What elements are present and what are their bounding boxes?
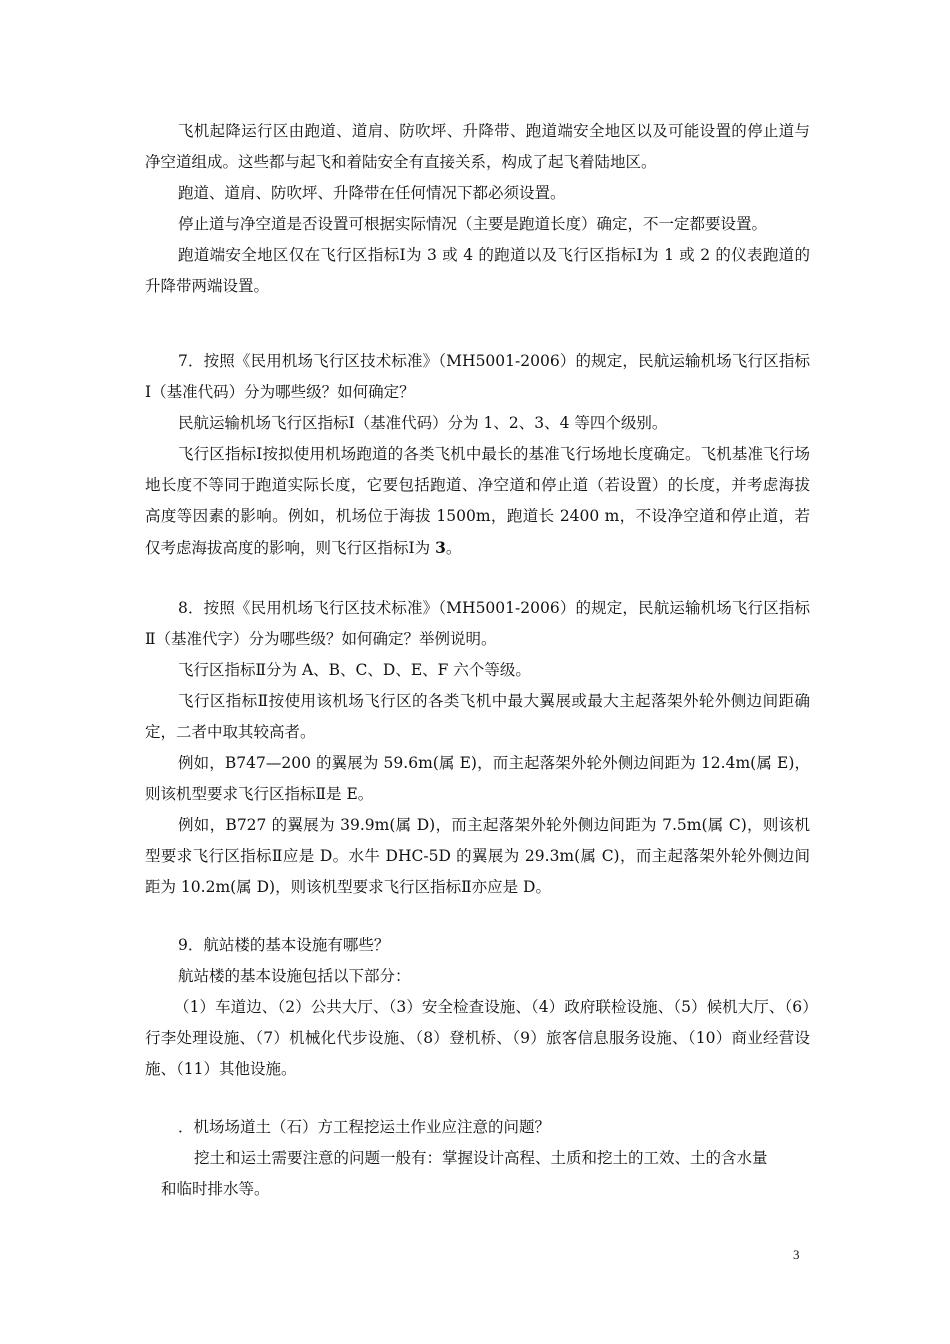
paragraph-stopway-clearway: 停止道与净空道是否设置可根据实际情况（主要是跑道长度）确定，不一定都要设置。 (178, 215, 768, 233)
paragraph-takeoff-landing-area: 飞机起降运行区由跑道、道肩、防吹坪、升降带、跑道端安全地区以及可能设置的停止道与净空道组成。这些都与起飞和着陆安全有直接关系，构成了起飞着陆地区。 (145, 122, 810, 171)
paragraph-mandatory-facilities: 跑道、道肩、防吹坪、升降带在任何情况下都必须设置。 (178, 184, 566, 202)
question-8: 8．按照《民用机场飞行区技术标准》（MH5001-2006）的规定，民航运输机场飞行区指标Ⅱ（基准代字）分为哪些级？如何确定？举例说明。 (145, 599, 810, 648)
answer-10-line-2: 和临时排水等。 (161, 1180, 270, 1198)
answer-9-intro: 航站楼的基本设施包括以下部分： (178, 967, 411, 985)
page-number: 3 (793, 1247, 800, 1262)
answer-8-determination: 飞行区指标Ⅱ按使用该机场飞行区的各类飞机中最大翼展或最大主起落架外轮外侧边间距确定，二者中取其较高者。 (145, 692, 810, 741)
answer-7-result-value: 3 (435, 538, 446, 557)
answer-8-example-b747: 例如，B747—200 的翼展为 59.6m(属 E)，而主起落架外轮外侧边间距为 12.4m(属 E)，则该机型要求飞行区指标Ⅱ是 E。 (145, 754, 810, 803)
question-9: 9．航站楼的基本设施有哪些？ (178, 936, 390, 954)
answer-10 (145, 1143, 810, 1205)
paragraph-runway-end-safety-area: 跑道端安全地区仅在飞行区指标Ⅰ为 3 或 4 的跑道以及飞行区指标Ⅰ为 1 或 2 的仪表跑道的升降带两端设置。 (145, 246, 810, 295)
question-10: ．机场场道土（石）方工程挖运土作业应注意的问题？ (178, 1118, 551, 1136)
answer-9-facility-list: （1）车道边、（2）公共大厅、（3）安全检查设施、（4）政府联检设施、（5）候机大厅、（6）行李处理设施、（7）机械化代步设施、（8）登机桥、（9）旅客信息服务设施、（10）商业经营设施、（11）其他设施。 (145, 998, 810, 1078)
answer-7-determination: 飞行区指标Ⅰ按拟使用机场跑道的各类飞机中最长的基准飞行场地长度确定。飞机基准飞行场地长度不等同于跑道实际长度，它要包括跑道、净空道和停止道（若设置）的长度，并考虑海拔高度等因素的影响。例如，机场位于海拔 1500m，跑道长 2400 m，不设净空道和停止道，若仅考虑海拔高度的影响，则飞行区指标Ⅰ为 3。 (145, 445, 810, 557)
answer-8-levels: 飞行区指标Ⅱ分为 A、B、C、D、E、F 六个等级。 (178, 661, 531, 679)
answer-8-example-b727: 例如，B727 的翼展为 39.9m(属 D)，而主起落架外轮外侧边间距为 7.5m(属 C)，则该机型要求飞行区指标Ⅱ应是 D。水牛 DHC-5D 的翼展为 29.3m(属 C)，而主起落架外轮外侧边间距为 10.2m(属 D)，则该机型要求飞行区指标Ⅱ亦应是 D。 (145, 816, 810, 896)
document-body (145, 116, 810, 1205)
answer-7-levels: 民航运输机场飞行区指标Ⅰ（基准代码）分为 1、2、3、4 等四个级别。 (178, 414, 668, 432)
question-7: 7．按照《民用机场飞行区技术标准》（MH5001-2006）的规定，民航运输机场飞行区指标Ⅰ（基准代码）分为哪些级？如何确定？ (145, 352, 810, 401)
answer-10-line-1: 挖土和运土需要注意的问题一般有：掌握设计高程、土质和挖土的工效、土的含水量 (194, 1149, 768, 1167)
